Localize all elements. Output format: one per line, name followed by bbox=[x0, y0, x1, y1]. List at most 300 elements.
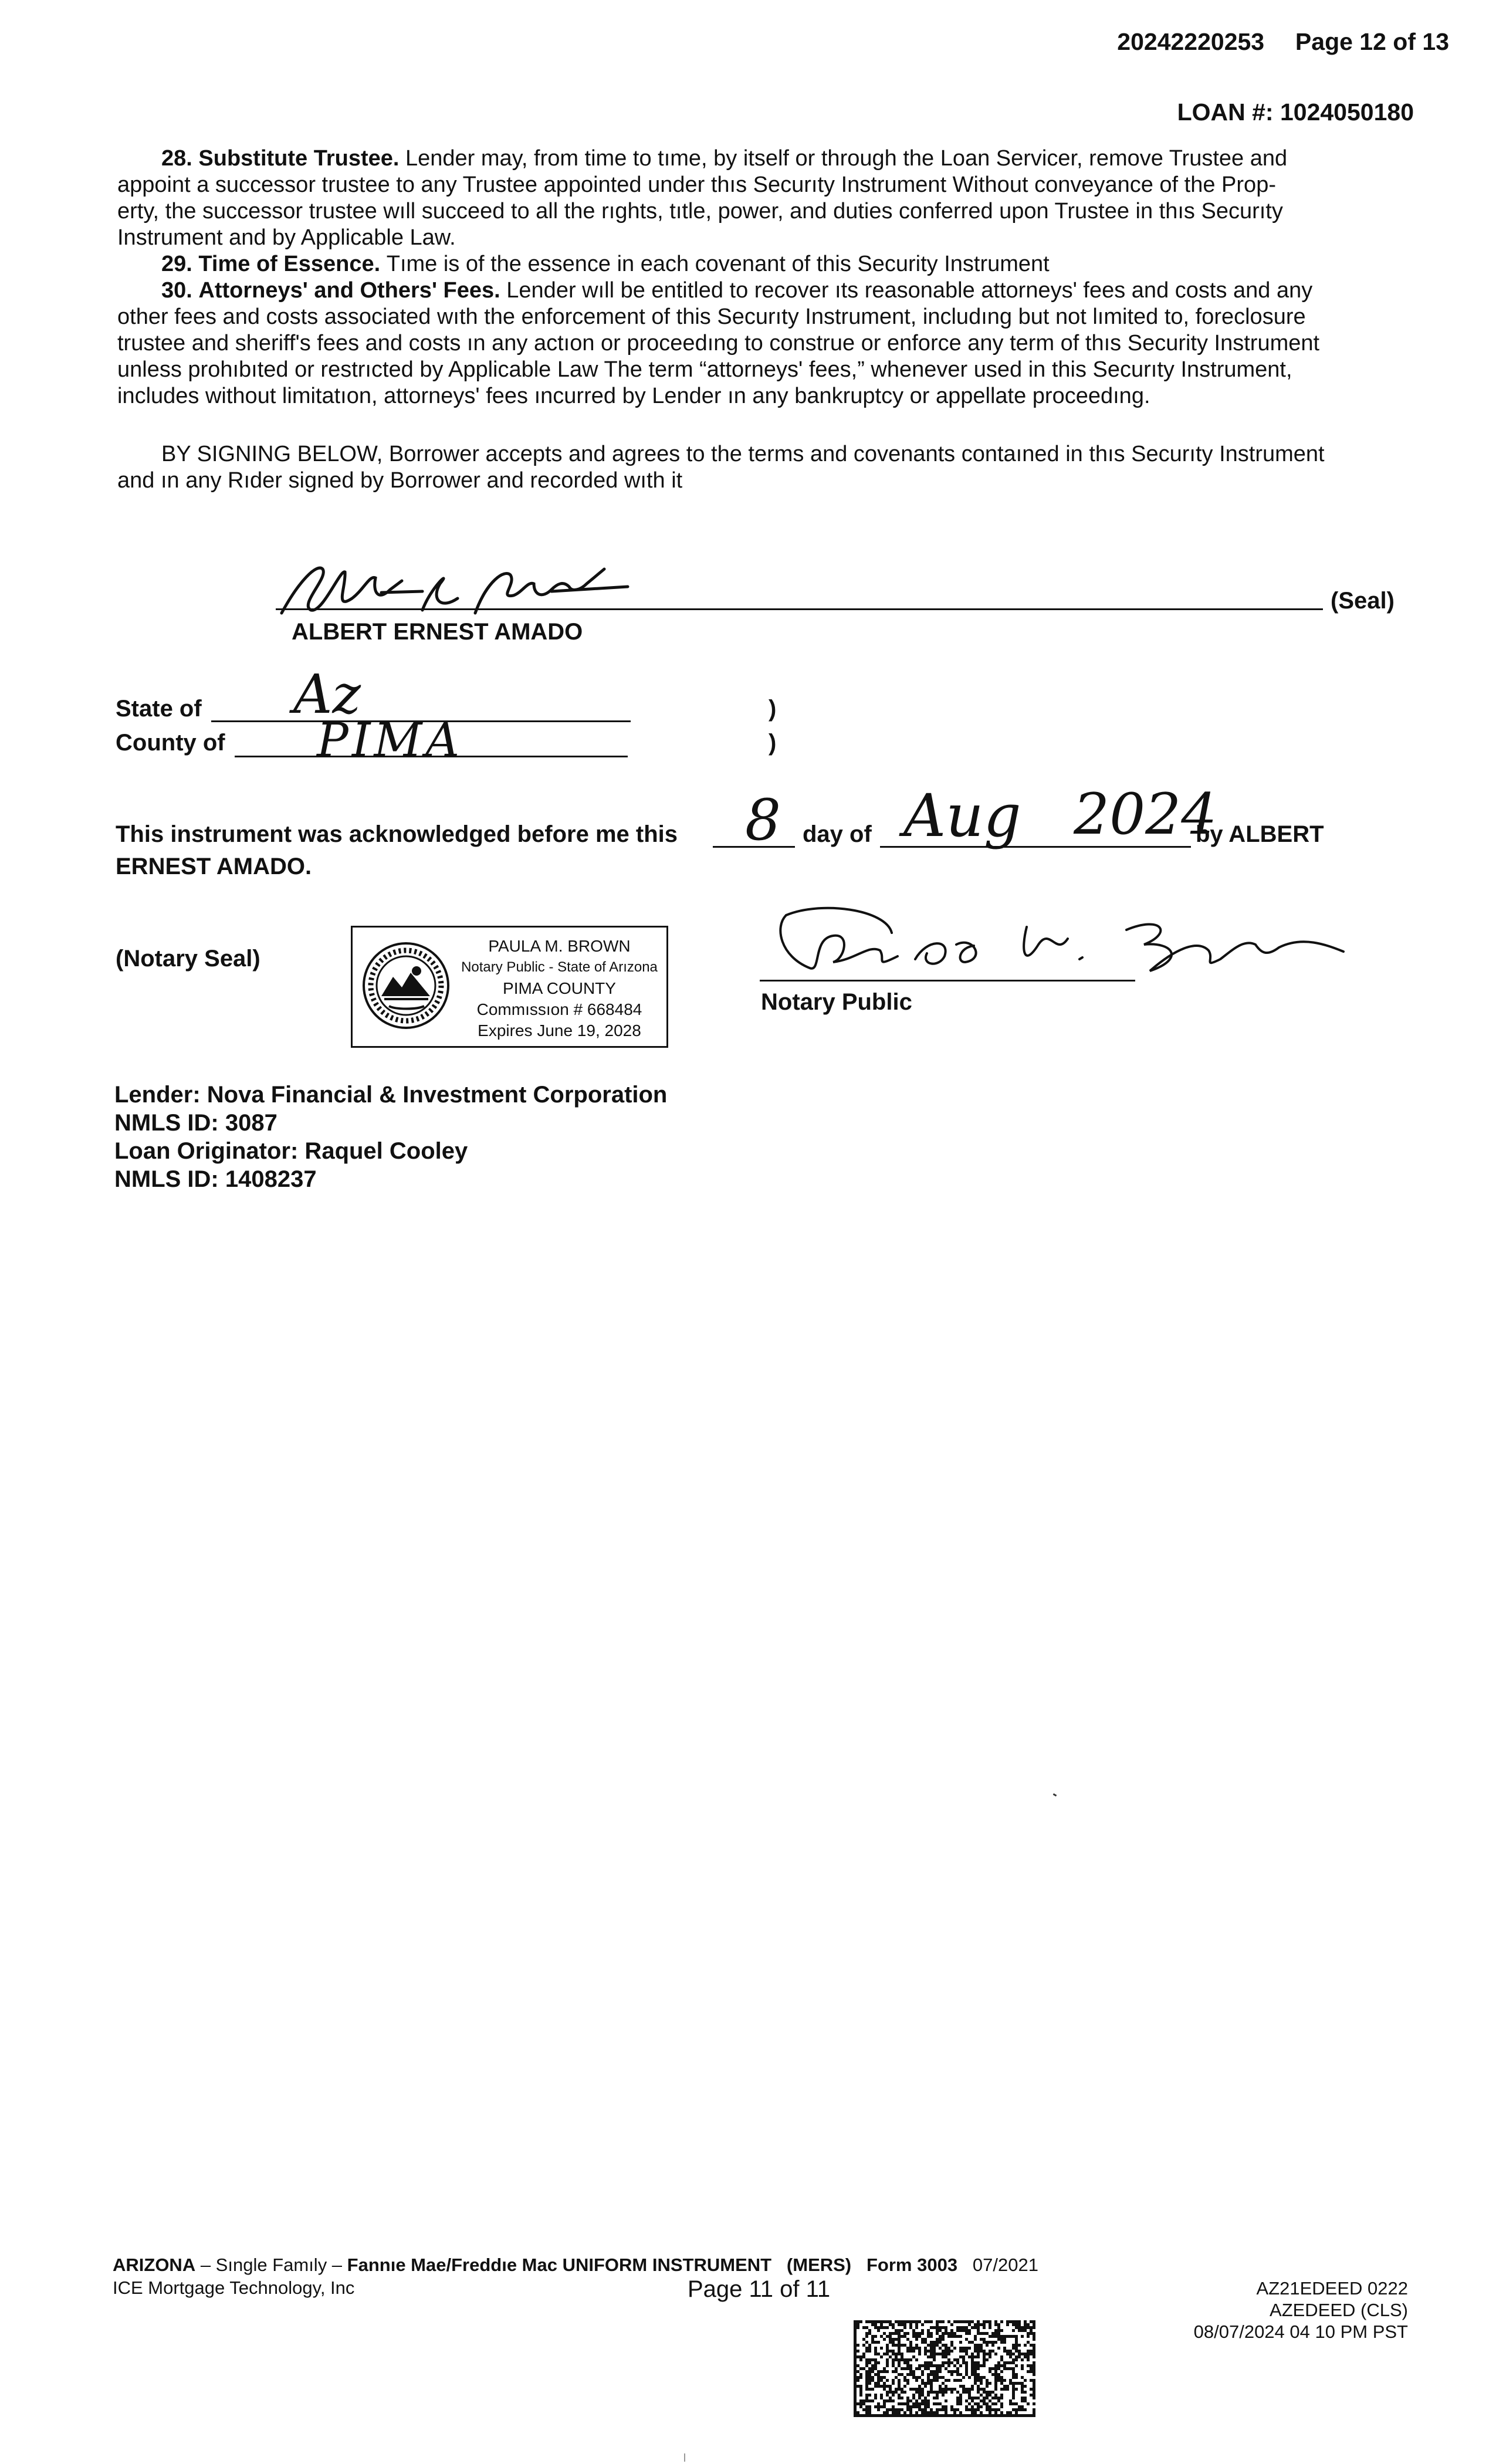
barcode-module bbox=[877, 2379, 880, 2382]
barcode-module bbox=[1015, 2323, 1018, 2326]
barcode-module bbox=[950, 2323, 953, 2326]
barcode-module bbox=[883, 2414, 886, 2417]
barcode-module bbox=[1015, 2373, 1018, 2376]
barcode-module bbox=[901, 2320, 903, 2323]
barcode-module bbox=[877, 2408, 880, 2411]
barcode-module bbox=[921, 2382, 924, 2385]
barcode-module bbox=[892, 2358, 895, 2361]
originator-nmls: NMLS ID: 1408237 bbox=[114, 1166, 317, 1192]
barcode-module bbox=[986, 2414, 989, 2417]
barcode-module bbox=[874, 2367, 877, 2370]
barcode-module bbox=[1030, 2367, 1033, 2370]
barcode-module bbox=[909, 2408, 912, 2411]
barcode-module bbox=[959, 2335, 962, 2338]
barcode-module bbox=[980, 2364, 983, 2367]
barcode-module bbox=[936, 2397, 939, 2399]
barcode-module bbox=[933, 2341, 936, 2344]
barcode-module bbox=[977, 2350, 980, 2353]
barcode-module bbox=[854, 2350, 857, 2353]
barcode-module bbox=[980, 2344, 983, 2347]
barcode-module bbox=[898, 2414, 901, 2417]
barcode-module bbox=[971, 2385, 974, 2388]
barcode-module bbox=[936, 2320, 939, 2323]
barcode-module bbox=[886, 2391, 889, 2394]
barcode-module bbox=[854, 2414, 857, 2417]
barcode-module bbox=[971, 2399, 974, 2402]
barcode-module bbox=[898, 2338, 901, 2341]
barcode-module bbox=[939, 2408, 942, 2411]
barcode-module bbox=[1024, 2391, 1027, 2394]
barcode-module bbox=[983, 2320, 986, 2323]
barcode-module bbox=[1030, 2332, 1033, 2335]
day-handwritten: 8 bbox=[745, 787, 781, 853]
barcode-module bbox=[874, 2353, 877, 2355]
barcode-module bbox=[986, 2385, 989, 2388]
barcode-module bbox=[983, 2364, 986, 2367]
barcode-module bbox=[977, 2344, 980, 2347]
barcode-module bbox=[953, 2364, 956, 2367]
barcode-module bbox=[974, 2347, 977, 2350]
barcode-module bbox=[965, 2405, 968, 2408]
barcode-module bbox=[930, 2344, 933, 2347]
barcode-module bbox=[1009, 2353, 1012, 2355]
barcode-module bbox=[986, 2391, 989, 2394]
barcode-module bbox=[994, 2394, 997, 2397]
barcode-module bbox=[1015, 2388, 1018, 2391]
barcode-module bbox=[909, 2414, 912, 2417]
barcode-module bbox=[1027, 2402, 1030, 2405]
barcode-module bbox=[1021, 2358, 1024, 2361]
barcode-module bbox=[950, 2341, 953, 2344]
barcode-module bbox=[921, 2408, 924, 2411]
barcode-module bbox=[1024, 2320, 1027, 2323]
barcode-module bbox=[886, 2370, 889, 2373]
barcode-module bbox=[956, 2397, 959, 2399]
barcode-module bbox=[915, 2326, 918, 2329]
barcode-module bbox=[892, 2414, 895, 2417]
barcode-module bbox=[877, 2361, 880, 2364]
barcode-module bbox=[959, 2411, 962, 2414]
covenant-number: 28. bbox=[161, 146, 192, 171]
barcode-module bbox=[989, 2323, 991, 2326]
barcode-module bbox=[898, 2388, 901, 2391]
barcode-module bbox=[977, 2332, 980, 2335]
barcode-module bbox=[862, 2355, 865, 2358]
barcode-module bbox=[892, 2332, 895, 2335]
barcode-module bbox=[862, 2338, 865, 2341]
barcode-module bbox=[895, 2329, 898, 2332]
covenant-text: Instrument and by Applicable Law. bbox=[117, 225, 456, 250]
barcode-module bbox=[942, 2376, 945, 2379]
notary-stamp-text bbox=[458, 936, 661, 1041]
barcode-module bbox=[895, 2320, 898, 2323]
barcode-module bbox=[1009, 2399, 1012, 2402]
barcode-module bbox=[997, 2376, 1000, 2379]
barcode-module bbox=[906, 2402, 909, 2405]
barcode-module bbox=[933, 2376, 936, 2379]
barcode-module bbox=[980, 2382, 983, 2385]
loan-number-line bbox=[1177, 99, 1414, 126]
barcode-module bbox=[986, 2402, 989, 2405]
barcode-module bbox=[1033, 2364, 1035, 2367]
barcode-module bbox=[906, 2332, 909, 2335]
barcode-module bbox=[1024, 2414, 1027, 2417]
barcode-module bbox=[859, 2405, 862, 2408]
barcode-module bbox=[909, 2323, 912, 2326]
barcode-module bbox=[977, 2364, 980, 2367]
barcode-module bbox=[921, 2414, 924, 2417]
barcode-module bbox=[1018, 2414, 1021, 2417]
barcode-module bbox=[921, 2370, 924, 2373]
barcode-module bbox=[865, 2361, 868, 2364]
barcode-module bbox=[986, 2382, 989, 2385]
barcode-module bbox=[989, 2350, 991, 2353]
barcode-module bbox=[1009, 2361, 1012, 2364]
barcode-module bbox=[945, 2405, 947, 2408]
barcode-module bbox=[859, 2399, 862, 2402]
barcode-module bbox=[980, 2379, 983, 2382]
barcode-module bbox=[933, 2326, 936, 2329]
barcode-module bbox=[868, 2411, 871, 2414]
barcode-module bbox=[1006, 2335, 1009, 2338]
barcode-module bbox=[871, 2341, 874, 2344]
signing-statement bbox=[117, 441, 1402, 494]
barcode-module bbox=[927, 2373, 930, 2376]
barcode-module bbox=[927, 2320, 930, 2323]
barcode-module bbox=[977, 2397, 980, 2399]
barcode-module bbox=[921, 2394, 924, 2397]
barcode-module bbox=[933, 2355, 936, 2358]
barcode-module bbox=[930, 2364, 933, 2367]
barcode-module bbox=[868, 2394, 871, 2397]
barcode-module bbox=[962, 2361, 965, 2364]
barcode-module bbox=[1015, 2382, 1018, 2385]
barcode-module bbox=[968, 2320, 971, 2323]
barcode-module bbox=[859, 2394, 862, 2397]
barcode-module bbox=[939, 2414, 942, 2417]
barcode-module bbox=[983, 2388, 986, 2391]
barcode-module bbox=[986, 2397, 989, 2399]
barcode-module bbox=[986, 2353, 989, 2355]
barcode-module bbox=[959, 2397, 962, 2399]
barcode-module bbox=[974, 2344, 977, 2347]
barcode-module bbox=[947, 2370, 950, 2373]
barcode-module bbox=[939, 2364, 942, 2367]
barcode-module bbox=[906, 2347, 909, 2350]
barcode-module bbox=[921, 2402, 924, 2405]
barcode-module bbox=[865, 2335, 868, 2338]
barcode-module bbox=[901, 2329, 903, 2332]
barcode-module bbox=[1033, 2397, 1035, 2399]
barcode-module bbox=[854, 2405, 857, 2408]
barcode-module bbox=[997, 2326, 1000, 2329]
barcode-module bbox=[921, 2332, 924, 2335]
barcode-module bbox=[1021, 2397, 1024, 2399]
county-label: County of bbox=[116, 730, 225, 756]
barcode-module bbox=[901, 2397, 903, 2399]
barcode-module bbox=[901, 2335, 903, 2338]
barcode-module bbox=[974, 2402, 977, 2405]
barcode-module bbox=[906, 2338, 909, 2341]
barcode-module bbox=[854, 2379, 857, 2382]
barcode-module bbox=[950, 2329, 953, 2332]
barcode-module bbox=[868, 2399, 871, 2402]
barcode-module bbox=[945, 2399, 947, 2402]
barcode-module bbox=[903, 2411, 906, 2414]
barcode-module bbox=[971, 2358, 974, 2361]
barcode-module bbox=[974, 2379, 977, 2382]
barcode-module bbox=[865, 2388, 868, 2391]
barcode-module bbox=[854, 2370, 857, 2373]
barcode-module bbox=[880, 2320, 883, 2323]
barcode-module bbox=[854, 2382, 857, 2385]
barcode-module bbox=[895, 2353, 898, 2355]
barcode-module bbox=[965, 2370, 968, 2373]
barcode-module bbox=[991, 2332, 994, 2335]
barcode-module bbox=[930, 2379, 933, 2382]
barcode-module bbox=[936, 2353, 939, 2355]
barcode-module bbox=[1018, 2405, 1021, 2408]
covenant-heading: Attorneys' and Others' Fees. bbox=[198, 278, 500, 303]
barcode-module bbox=[877, 2370, 880, 2373]
barcode-module bbox=[857, 2376, 859, 2379]
barcode-module bbox=[1027, 2414, 1030, 2417]
barcode-module bbox=[942, 2320, 945, 2323]
barcode-module bbox=[883, 2411, 886, 2414]
barcode-module bbox=[909, 2399, 912, 2402]
barcode-module bbox=[865, 2397, 868, 2399]
barcode-module bbox=[974, 2364, 977, 2367]
barcode-module bbox=[1012, 2414, 1015, 2417]
barcode-module bbox=[912, 2402, 915, 2405]
barcode-module bbox=[994, 2402, 997, 2405]
barcode-module bbox=[1012, 2376, 1015, 2379]
barcode-module bbox=[1033, 2385, 1035, 2388]
barcode-module bbox=[933, 2391, 936, 2394]
barcode-module bbox=[947, 2358, 950, 2361]
barcode-module bbox=[1024, 2329, 1027, 2332]
barcode-module bbox=[854, 2353, 857, 2355]
barcode-module bbox=[945, 2391, 947, 2394]
barcode-module bbox=[915, 2347, 918, 2350]
barcode-module bbox=[942, 2408, 945, 2411]
barcode-module bbox=[906, 2382, 909, 2385]
barcode-module bbox=[895, 2338, 898, 2341]
barcode-module bbox=[883, 2326, 886, 2329]
barcode-module bbox=[994, 2332, 997, 2335]
barcode-module bbox=[939, 2353, 942, 2355]
barcode-module bbox=[883, 2402, 886, 2405]
barcode-module bbox=[898, 2329, 901, 2332]
barcode-module bbox=[936, 2341, 939, 2344]
barcode-module bbox=[901, 2414, 903, 2417]
barcode-module bbox=[994, 2414, 997, 2417]
barcode-module bbox=[1012, 2388, 1015, 2391]
barcode-module bbox=[883, 2338, 886, 2341]
barcode-module bbox=[865, 2408, 868, 2411]
barcode-module bbox=[956, 2335, 959, 2338]
barcode-module bbox=[901, 2391, 903, 2394]
barcode-module bbox=[936, 2376, 939, 2379]
barcode-module bbox=[997, 2399, 1000, 2402]
barcode-module bbox=[1006, 2367, 1009, 2370]
county-paren: ) bbox=[769, 730, 777, 756]
barcode-module bbox=[1033, 2320, 1035, 2323]
barcode-module bbox=[950, 2408, 953, 2411]
barcode-module bbox=[997, 2397, 1000, 2399]
barcode-module bbox=[968, 2388, 971, 2391]
barcode-module bbox=[1003, 2388, 1006, 2391]
barcode-module bbox=[959, 2350, 962, 2353]
barcode-module bbox=[1012, 2373, 1015, 2376]
barcode-module bbox=[859, 2385, 862, 2388]
barcode-module bbox=[930, 2414, 933, 2417]
lender-info bbox=[114, 1081, 667, 1193]
barcode-module bbox=[968, 2397, 971, 2399]
barcode-module bbox=[909, 2367, 912, 2370]
barcode-module bbox=[1021, 2329, 1024, 2332]
barcode-module bbox=[994, 2353, 997, 2355]
barcode-module bbox=[968, 2355, 971, 2358]
barcode-module bbox=[1012, 2367, 1015, 2370]
barcode-module bbox=[977, 2385, 980, 2388]
barcode-module bbox=[1018, 2323, 1021, 2326]
barcode-module bbox=[880, 2379, 883, 2382]
barcode-module bbox=[968, 2391, 971, 2394]
barcode-module bbox=[1033, 2394, 1035, 2397]
barcode-module bbox=[933, 2344, 936, 2347]
barcode-module bbox=[854, 2373, 857, 2376]
barcode-module bbox=[1033, 2347, 1035, 2350]
barcode-module bbox=[956, 2399, 959, 2402]
barcode-module bbox=[991, 2335, 994, 2338]
barcode-module bbox=[865, 2411, 868, 2414]
barcode-module bbox=[971, 2408, 974, 2411]
barcode-module bbox=[959, 2399, 962, 2402]
barcode-module bbox=[942, 2361, 945, 2364]
barcode-module bbox=[986, 2394, 989, 2397]
barcode-module bbox=[892, 2405, 895, 2408]
barcode-module bbox=[857, 2355, 859, 2358]
barcode-module bbox=[1000, 2379, 1003, 2382]
barcode-module bbox=[959, 2320, 962, 2323]
barcode-module bbox=[1012, 2353, 1015, 2355]
barcode-module bbox=[986, 2341, 989, 2344]
barcode-module bbox=[924, 2361, 927, 2364]
barcode-module bbox=[939, 2388, 942, 2391]
barcode-module bbox=[1015, 2338, 1018, 2341]
barcode-module bbox=[927, 2344, 930, 2347]
barcode-module bbox=[886, 2320, 889, 2323]
barcode-module bbox=[1012, 2347, 1015, 2350]
barcode-module bbox=[915, 2402, 918, 2405]
barcode-module bbox=[945, 2350, 947, 2353]
barcode-module bbox=[933, 2397, 936, 2399]
barcode-module bbox=[959, 2414, 962, 2417]
barcode-module bbox=[1006, 2353, 1009, 2355]
barcode-module bbox=[1015, 2335, 1018, 2338]
notary-public-label: Notary Public bbox=[761, 989, 912, 1015]
barcode-module bbox=[971, 2364, 974, 2367]
barcode-module bbox=[939, 2370, 942, 2373]
barcode-module bbox=[945, 2347, 947, 2350]
barcode-module bbox=[1009, 2379, 1012, 2382]
barcode-module bbox=[874, 2326, 877, 2329]
barcode-module bbox=[1024, 2408, 1027, 2411]
barcode-module bbox=[871, 2338, 874, 2341]
barcode-module bbox=[980, 2347, 983, 2350]
barcode-module bbox=[1030, 2350, 1033, 2353]
barcode-module bbox=[912, 2376, 915, 2379]
barcode-module bbox=[1000, 2397, 1003, 2399]
barcode-module bbox=[977, 2320, 980, 2323]
barcode-module bbox=[1018, 2382, 1021, 2385]
barcode-module bbox=[915, 2414, 918, 2417]
barcode-module bbox=[965, 2399, 968, 2402]
barcode-module bbox=[983, 2361, 986, 2364]
barcode-module bbox=[1012, 2408, 1015, 2411]
barcode-module bbox=[1033, 2335, 1035, 2338]
barcode-module bbox=[933, 2370, 936, 2373]
barcode-module bbox=[1033, 2355, 1035, 2358]
barcode-module bbox=[886, 2394, 889, 2397]
barcode-module bbox=[1003, 2361, 1006, 2364]
barcode-module bbox=[936, 2373, 939, 2376]
barcode-module bbox=[1033, 2323, 1035, 2326]
barcode-module bbox=[968, 2408, 971, 2411]
barcode-module bbox=[854, 2358, 857, 2361]
loan-number: 1024050180 bbox=[1280, 99, 1414, 126]
barcode-module bbox=[1000, 2376, 1003, 2379]
barcode-module bbox=[874, 2335, 877, 2338]
barcode-module bbox=[980, 2411, 983, 2414]
barcode-module bbox=[854, 2329, 857, 2332]
barcode-module bbox=[950, 2370, 953, 2373]
barcode-module bbox=[968, 2414, 971, 2417]
barcode-module bbox=[930, 2341, 933, 2344]
barcode-module bbox=[915, 2344, 918, 2347]
barcode-module bbox=[898, 2361, 901, 2364]
form-vendor: ICE Mortgage Technology, Inc bbox=[113, 2277, 355, 2298]
barcode-module bbox=[1033, 2344, 1035, 2347]
barcode-module bbox=[947, 2379, 950, 2382]
barcode-module bbox=[962, 2376, 965, 2379]
barcode-module bbox=[983, 2355, 986, 2358]
barcode-module bbox=[965, 2347, 968, 2350]
stray-mark bbox=[1053, 1793, 1057, 1797]
barcode-module bbox=[933, 2353, 936, 2355]
barcode-module bbox=[959, 2355, 962, 2358]
barcode-module bbox=[953, 2347, 956, 2350]
barcode-module bbox=[1003, 2414, 1006, 2417]
form-date: 07/2021 bbox=[972, 2255, 1038, 2275]
barcode-module bbox=[1000, 2411, 1003, 2414]
barcode-module bbox=[953, 2388, 956, 2391]
state-paren: ) bbox=[769, 696, 777, 722]
barcode-module bbox=[924, 2353, 927, 2355]
barcode-module bbox=[989, 2341, 991, 2344]
barcode-module bbox=[924, 2408, 927, 2411]
barcode-module bbox=[1003, 2385, 1006, 2388]
barcode-module bbox=[889, 2323, 892, 2326]
barcode-module bbox=[883, 2332, 886, 2335]
barcode-module bbox=[1024, 2397, 1027, 2399]
barcode-module bbox=[930, 2385, 933, 2388]
covenant-text: Lender may, from time to tıme, by itself or through the Loan Servicer, remove Trustee and bbox=[405, 146, 1288, 171]
barcode-module bbox=[871, 2388, 874, 2391]
barcode-module bbox=[942, 2326, 945, 2329]
barcode-module bbox=[945, 2414, 947, 2417]
